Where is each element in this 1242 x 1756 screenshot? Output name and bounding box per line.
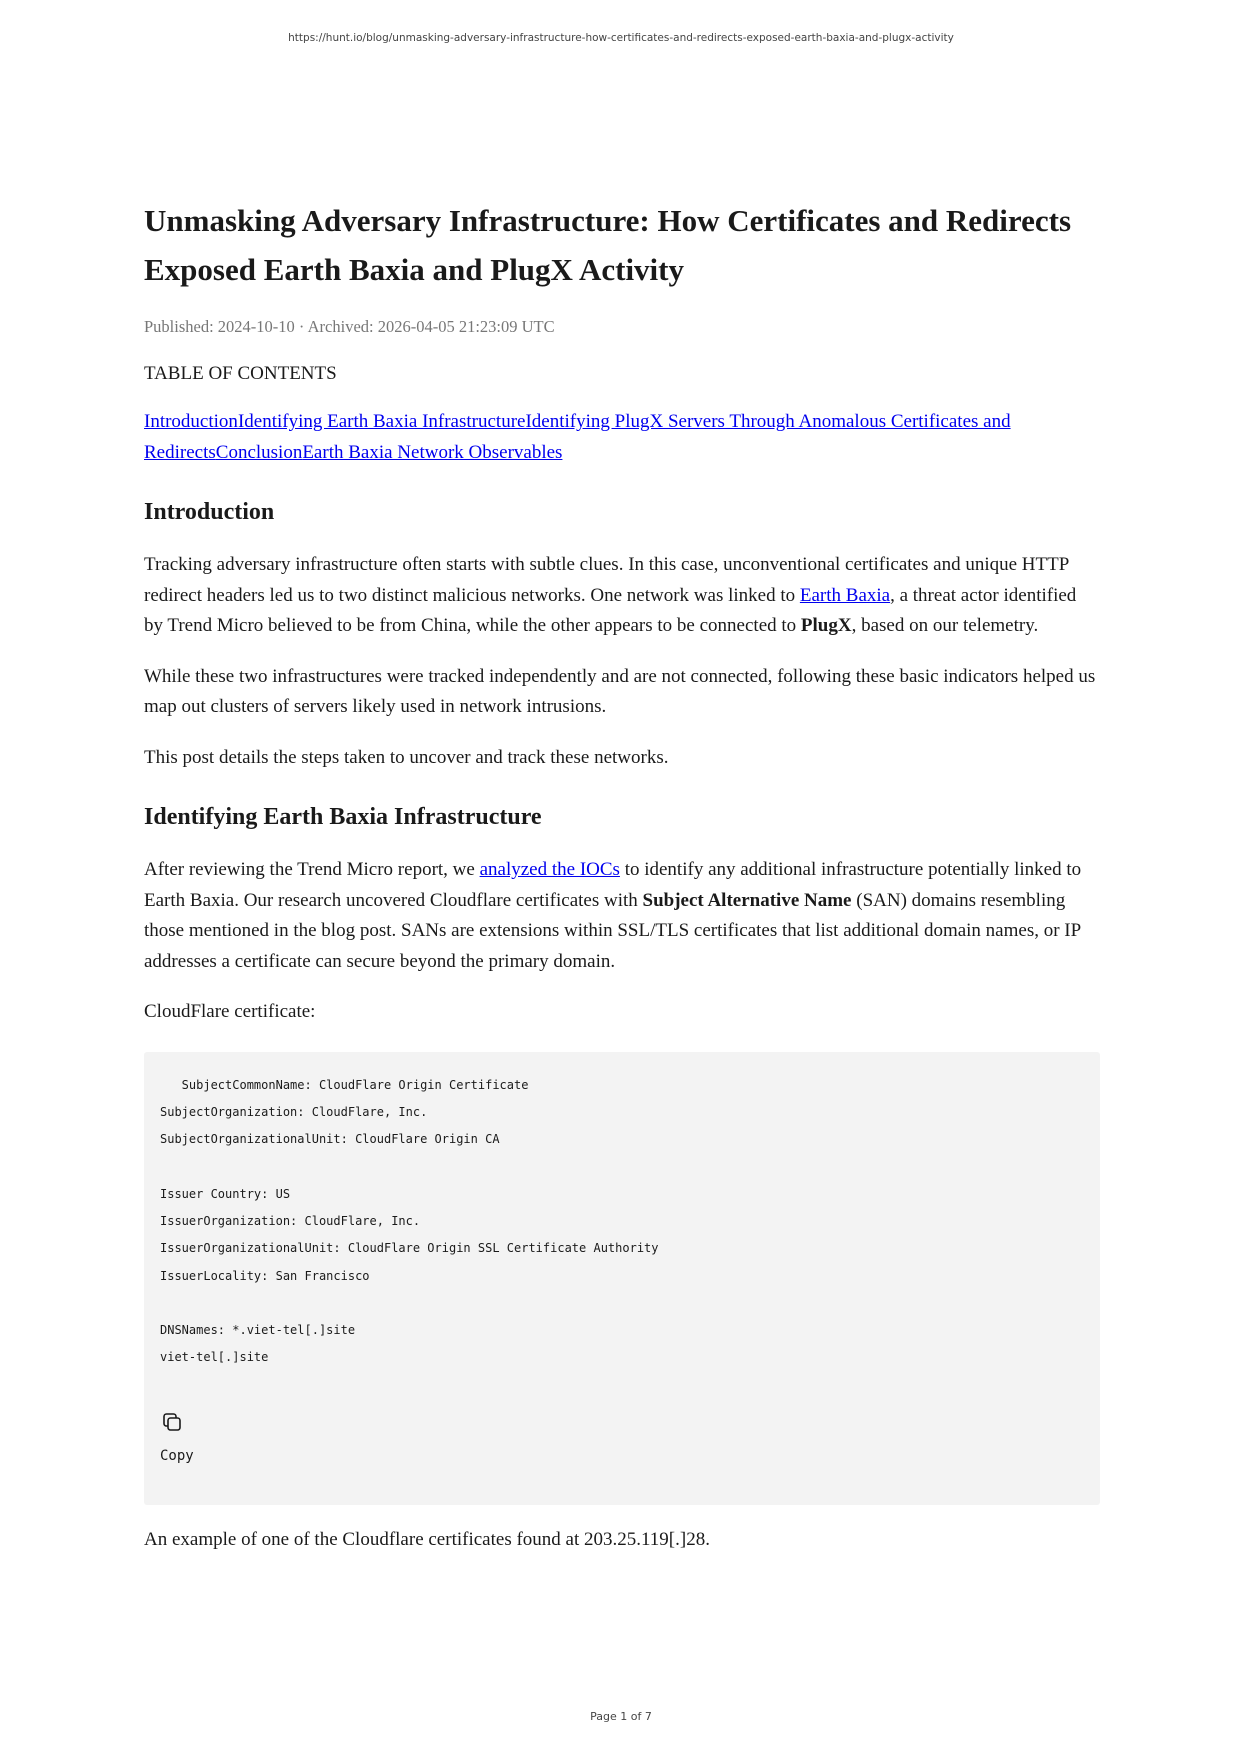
intro-paragraph-3: This post details the steps taken to uncover and track these networks. — [144, 746, 669, 768]
code-line: viet-tel[.]site — [160, 1350, 269, 1365]
text-run: , based on our telemetry. — [851, 615, 1039, 636]
analyzed-iocs-link[interactable]: analyzed the IOCs — [479, 859, 620, 880]
section-heading-earth-baxia: Identifying Earth Baxia Infrastructure — [144, 804, 542, 830]
code-line: DNSNames: *.viet-tel[.]site — [160, 1323, 356, 1338]
toc-link-earth-baxia-infrastructure[interactable]: Identifying Earth Baxia Infrastructure — [237, 411, 526, 432]
san-bold: Subject Alternative Name — [642, 889, 852, 911]
code-line — [160, 1290, 1084, 1317]
text-run: , a threat actor identified by Trend Micro believed to be from China, while the other appears to be connected to — [144, 584, 1077, 636]
publish-meta: Published: 2024-10-10 · Archived: 2026-04-05 21:23:09 UTC — [144, 317, 555, 336]
code-line — [160, 1153, 1084, 1180]
page-url-header: https://hunt.io/blog/unmasking-adversary-infrastructure-how-certificates-and-redirects-exposed-earth-baxia-and-plugx-activity — [288, 32, 954, 44]
earth-baxia-paragraph — [144, 855, 1100, 977]
table-of-contents — [144, 406, 1100, 468]
intro-paragraph-2: While these two infrastructures were tracked independently and are not connected, following these basic indicators helped us map out clusters of servers likely used in network intrusions. — [144, 665, 1096, 717]
copy-button[interactable]: Copy — [160, 1447, 194, 1464]
code-line: SubjectOrganization: CloudFlare, Inc. — [160, 1104, 428, 1119]
text-run: (SAN) domains resembling those mentioned in the blog post. SANs are extensions within SSL/TLS certificates that list additional domain names, or IP addresses a certificate can secure beyond the primary domain. — [144, 889, 1081, 972]
text-run: After reviewing the Trend Micro report, we — [144, 859, 480, 880]
code-line: Issuer Country: US — [160, 1186, 291, 1201]
toc-link-plugx-servers[interactable]: Identifying PlugX Servers Through Anomalous Certificates and Redirects — [144, 411, 1011, 463]
certificate-label: CloudFlare certificate: — [144, 1001, 316, 1022]
toc-label: TABLE OF CONTENTS — [144, 363, 337, 384]
text-run: Tracking adversary infrastructure often starts with subtle clues. In this case, unconventional certificates and unique HTTP redirect headers led us to two distinct malicious networks. One network was linked to — [144, 554, 1069, 606]
text-run: to identify any additional infrastructure potentially linked to Earth Baxia. Our research uncovered Cloudflare certificates with — [144, 859, 1082, 911]
section-heading-introduction: Introduction — [144, 499, 275, 525]
certificate-code-block — [144, 1052, 1100, 1505]
page-number: Page 1 of 7 — [590, 1710, 652, 1723]
toc-link-network-observables[interactable]: Earth Baxia Network Observables — [302, 442, 563, 463]
certificate-caption: An example of one of the Cloudflare certificates found at 203.25.119[.]28. — [144, 1528, 710, 1550]
article-title: Unmasking Adversary Infrastructure: How Certificates and Redirects Exposed Earth Baxia and PlugX Activity — [144, 203, 1072, 287]
intro-paragraph-1 — [144, 550, 1100, 642]
toc-link-introduction[interactable]: Introduction — [144, 411, 238, 432]
code-line: SubjectCommonName: CloudFlare Origin Certificate — [160, 1077, 529, 1092]
toc-link-conclusion[interactable]: Conclusion — [215, 442, 303, 463]
code-line: SubjectOrganizationalUnit: CloudFlare Origin CA — [160, 1132, 500, 1147]
article-content — [144, 196, 1100, 1555]
code-line: IssuerOrganization: CloudFlare, Inc. — [160, 1213, 421, 1228]
plugx-bold: PlugX — [800, 615, 852, 636]
code-line: IssuerLocality: San Francisco — [160, 1268, 370, 1283]
code-line: IssuerOrganizationalUnit: CloudFlare Origin SSL Certificate Authority — [160, 1241, 659, 1256]
earth-baxia-link[interactable]: Earth Baxia — [799, 584, 891, 606]
copy-icon[interactable] — [160, 1410, 184, 1434]
